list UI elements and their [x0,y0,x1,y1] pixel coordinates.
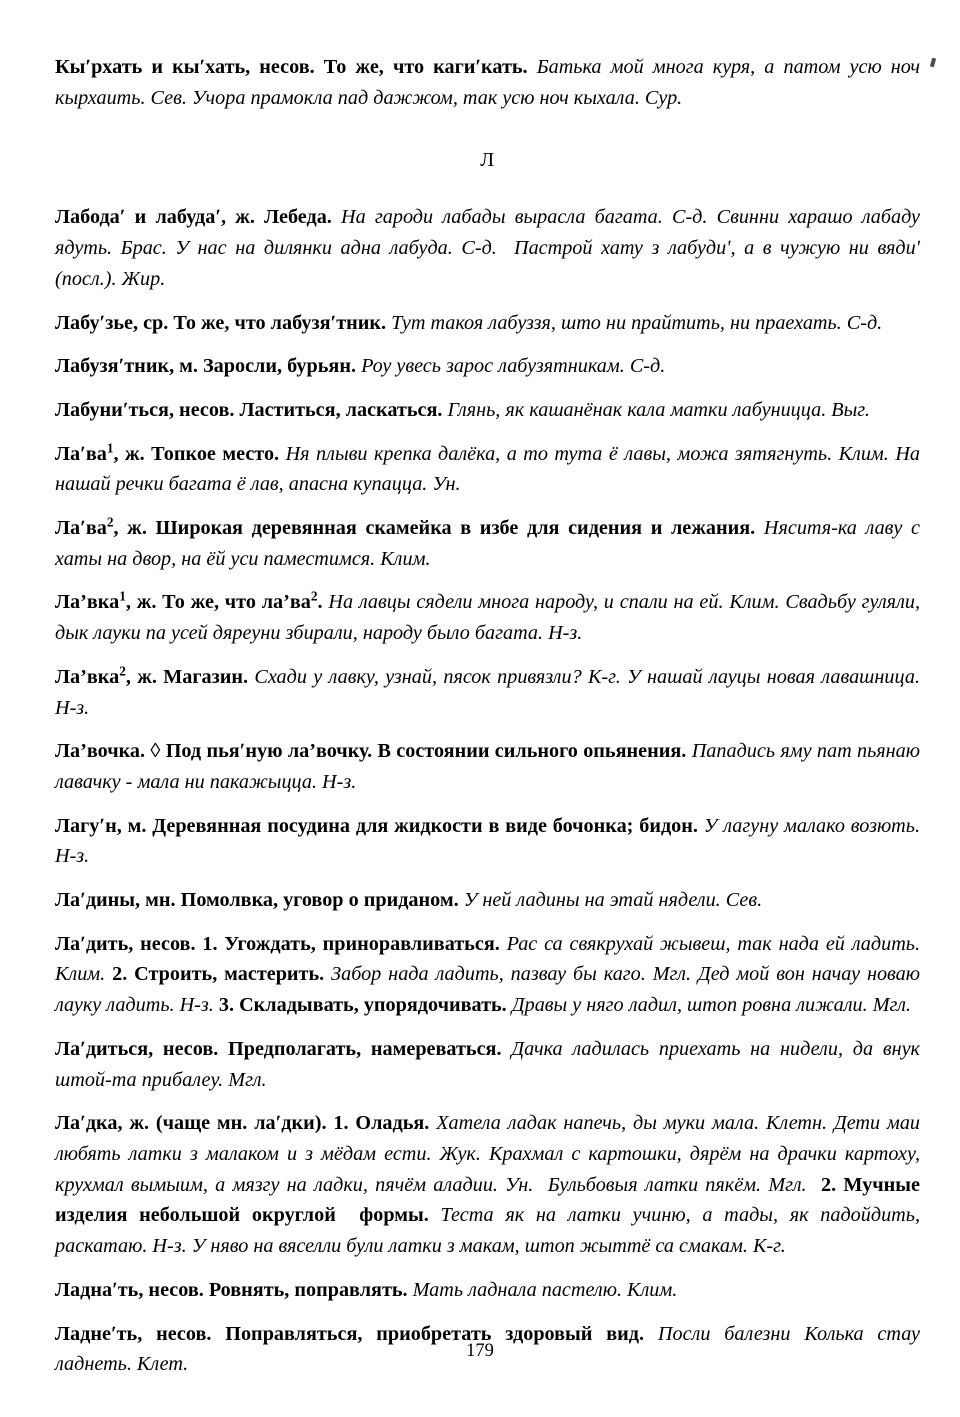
dictionary-entry-ladka: Лаʹдка, ж. (чаще мн. лаʹдки). 1. Оладья. Хатела ладак напечь, ды муки мала. Клетн. Дети маи любять латки з малаком и з мёдам ести. Жук. Крахмал с картошки, дярём на драчки картоху, крухмал вымыим, а мязгу на ладки, пячём аладии. Ун. Бульбовыя латки пякём. Мгл. 2. Мучные изделия небольшой округлой формы. Теста як на латки учиню, а тады, як падойдить, раскатаю. Н-з. У няво на вяселли були латки з макам, штоп жыттё са смакам. К-г. [55,1112,921,1258]
dictionary-entry-laditsya: Лаʹдиться, несов. Предполагать, намереваться. Дачка ладилась приехать на нидели, да внук штой-та прибалеу. Мгл. [55,1037,921,1091]
dictionary-entry-ladnat: Ладнаʹть, несов. Ровнять, поправлять. Мать ладнала пастелю. Клим. [55,1278,678,1301]
dictionary-entry-labunitsya: Лабуниʹться, несов. Ластиться, ласкаться. Глянь, як кашанёнак кала матки лабуницца. Выг. [55,398,870,421]
page-number: 179 [466,1341,494,1361]
dictionary-entry-ladit: Лаʹдить, несов. 1. Угождать, приноравливаться. Рас са свякрухай жывеш, так нада ей ладить. Клим. 2. Строить, мастерить. Забор нада ладить, пазвау бы каго. Мгл. Дед мой вон начау новаю лауку ладить. Н-з. 3. Складывать, упорядочивать. Дравы у няго ладил, штоп ровна лижали. Мгл. [55,932,921,1017]
letter-section-heading: Л [480,149,495,172]
dictionary-entry-lavka-2: Ла’вка$^2$, ж. Магазин. Схади у лавку, узнай, пясок привязли? К-г. У нашай лауцы новая лавашница. Н-з. [55,663,920,719]
page-content [55,52,920,1393]
dictionary-entry-labuzyatnik: Лабузяʹтник, м. Заросли, бурьян. Роу увесь зарос лабузятникам. С-д. [55,355,666,378]
dictionary-entry-ladiny: Лаʹдины, мн. Помолвка, уговор о приданом. У ней ладины на этай нядели. Сев. [55,889,763,912]
scan-artifact-mark [930,58,936,68]
dictionary-entry-lavochka: Ла’вочка. ◊ Под пьяʹную ла’вочку. В состоянии сильного опьянения. Пападись яму пат пьянаю лавачку - мала ни пакажыцца. Н-з. [55,740,921,793]
dictionary-entry-lava-2: Лаʹва$^2$, ж. Широкая деревянная скамейка в избе для сидения и лежания. Няситя-ка лаву с хаты на двор, на ёй уси паместимся. Клим. [55,514,920,570]
dictionary-entry-labuzje: Лабуʹзье, ср. То же, что лабузяʹтник. Тут такоя лабуззя, што ни прайтить, ни праехать. С-д. [55,311,883,334]
dictionary-entry-kyrhat: Кыʹрхать и кыʹхать, несов. То же, что кагиʹкать. Батька мой многа куря, а патом усю ноч кырхаить. Сев. Учора прамокла пад дажжом, так усю ноч кыхала. Сур. [55,56,921,109]
dictionary-entry-lagun: Лагуʹн, м. Деревянная посудина для жидкости в виде бочонка; бидон. У лагуну малако возють. Н-з. [55,814,920,868]
dictionary-entry-ladnet: Ладнеʹть, несов. Поправляться, приобретать здоровый вид. Посли балезни Колька стау ладнеть. Клет. [55,1322,921,1376]
dictionary-entry-lava-1: Лаʹва$^1$, ж. Топкое место. Ня плыви крепка далёка, а то тута ё лавы, можа зятягнуть. Клим. На нашай речки багата ё лав, апасна купацца. Ун. [55,439,921,496]
dictionary-entry-lavka-1: Ла’вка$^1$, ж. То же, что $ла’ва^2$. На лавцы сядели многа народу, и спали на ей. Клим. Свадьбу гуляли, дык лауки па усей дяреуни збирали, народу было багата. Н-з. [55,588,921,645]
dictionary-entry-laboda: Лабодаʹ и лабудаʹ, ж. Лебеда. На гароди лабады вырасла багата. С-д. Свинни харашо лабаду ядуть. Брас. У нас на дилянки адна лабуда. С-д. Пастрой хату з лабудиʹ, а в чужую ни вядиʹ (посл.). Жир. [55,206,921,290]
